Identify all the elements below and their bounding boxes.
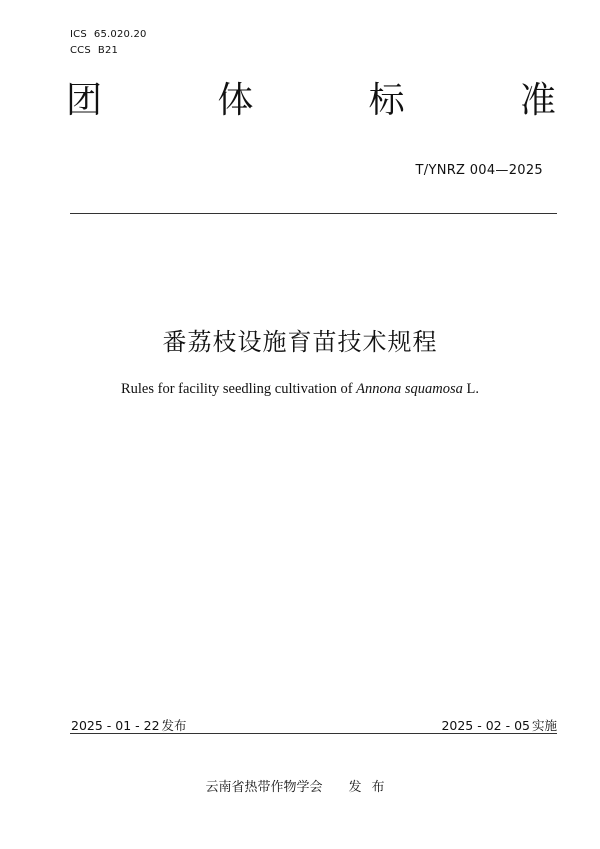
title-english-scientific-name: Annona squamosa — [356, 381, 463, 397]
publisher-action: 发布 — [348, 780, 395, 795]
implement-date: 2025 - 02 - 05 — [441, 718, 530, 733]
publisher-name: 云南省热带作物学会 — [205, 780, 323, 795]
issue-date-line — [71, 716, 187, 734]
ccs-code: B21 — [97, 45, 119, 56]
issue-date: 2025 - 01 - 22 — [71, 718, 160, 733]
standard-type-char: 团 — [66, 80, 103, 121]
title-chinese: 番荔枝设施育苗技术规程 — [162, 328, 438, 356]
standard-type-char: 标 — [368, 80, 405, 121]
implement-date-line — [441, 716, 557, 734]
ics-label: ICS — [70, 29, 87, 40]
title-english-suffix: L. — [462, 381, 480, 397]
bottom-divider — [70, 733, 557, 734]
standard-type-char: 体 — [217, 80, 254, 121]
ccs-line — [70, 45, 118, 56]
ccs-label: CCS — [70, 45, 91, 56]
top-divider — [70, 213, 557, 214]
ics-code: 65.020.20 — [93, 29, 147, 40]
standard-type-heading — [66, 78, 556, 124]
publisher-line — [0, 776, 600, 795]
ics-line — [70, 29, 147, 40]
standard-type-char: 准 — [519, 80, 556, 121]
implement-label: 实施 — [531, 718, 557, 733]
standard-number: T/YNRZ 004—2025 — [415, 163, 543, 178]
title-english-prefix: Rules for facility seedling cultivation of — [120, 381, 357, 397]
issue-label: 发布 — [161, 718, 187, 733]
title-english — [0, 380, 600, 398]
